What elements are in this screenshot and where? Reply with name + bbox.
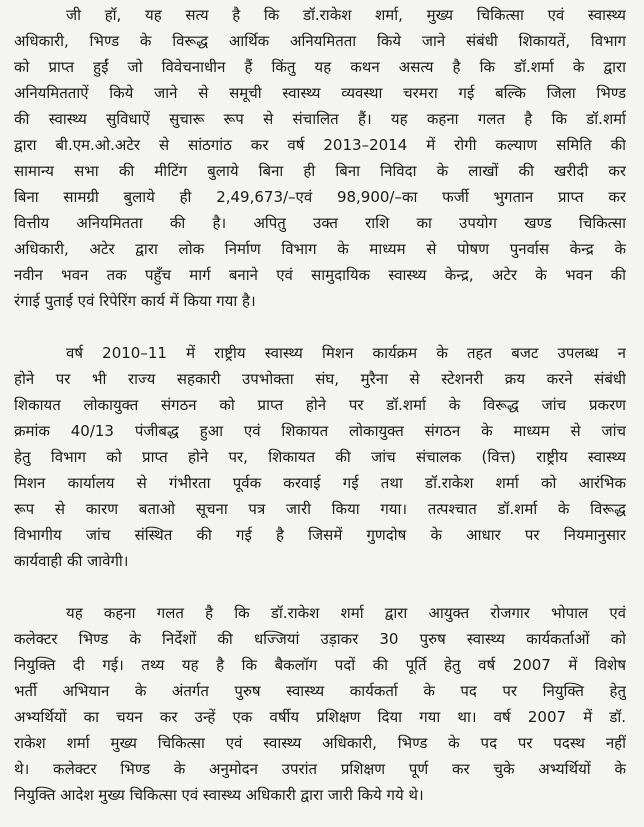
text-line: मिशन कार्यालय से गंभीरता पूर्वक करवाई गई तथा डॉ.राकेश शर्मा को आरंभिक — [14, 474, 626, 492]
text-line: थे। कलेक्टर भिण्ड के अनुमोदन उपरांत प्रशिक्षण पूर्ण कर चुके अभ्यर्थियों के — [14, 760, 626, 778]
text-line: अधिकारी, भिण्ड के विरूद्ध आर्थिक अनियमितता किये जाने संबंधी शिकायतें, विभाग — [14, 32, 626, 50]
text-line: अधिकारी, अटेर द्वारा लोक निर्माण विभाग के माध्यम से पोषण पुनर्वास केन्द्र के — [14, 240, 626, 258]
text-line: हेतु विभाग को प्राप्त होने पर, शिकायत की जांच संचालक (वित्त) राष्ट्रीय स्वास्थ्य — [14, 448, 626, 466]
text-line: भर्ती अभियान के अंतर्गत पुरुष स्वास्थ्य कार्यकर्ता के पद पर नियुक्ति हेतु — [14, 682, 626, 700]
text-line: सामान्य सभा की मीटिंग बुलाये बिना ही बिना निविदा के लाखों की खरीदी कर — [14, 162, 626, 180]
text-line: जी हॉ, यह सत्य है कि डॉ.राकेश शर्मा, मुख्य चिकित्सा एवं स्वास्थ्य — [66, 6, 626, 24]
text-line: कार्यवाही की जावेगी। — [14, 552, 129, 570]
text-line: को प्राप्त हुईं जो विवेचनाधीन हैं किंतु यह कथन असत्य है कि डॉ.शर्मा के द्वारा — [14, 58, 626, 76]
text-line: वर्ष 2010–11 में राष्ट्रीय स्वास्थ्य मिशन कार्यक्रम के तहत बजट उपलब्ध न — [66, 344, 626, 362]
text-line: अभ्यर्थियों का चयन कर उन्हें एक वर्षीय प्रशिक्षण दिया गया था। वर्ष 2007 में डॉ. — [14, 708, 626, 726]
text-line: क्रमांक 40/13 पंजीबद्ध हुआ एवं शिकायत लोकायुक्त संगठन के माध्यम से जांच — [14, 422, 626, 440]
text-line: कलेक्टर भिण्ड के निर्देशों की धज्जियां उड़ाकर 30 पुरुष स्वास्थ्य कार्यकर्ताओं को — [14, 630, 626, 648]
text-line: राकेश शर्मा मुख्य चिकित्सा एवं स्वास्थ्य अधिकारी, भिण्ड के पद पर पदस्थ नहीं — [14, 734, 626, 752]
text-line: विभागीय जांच संस्थित की गई है जिसमें गुणदोष के आधार पर नियमानुसार — [14, 526, 626, 544]
text-line: नियुक्ति दी गई। तथ्य यह है कि बैकलॉग पदों की पूर्ति हेतु वर्ष 2007 में विशेष — [14, 656, 626, 674]
text-line: वित्तीय अनियमितता की है। अपितु उक्त राशि का उपयोग खण्ड चिकित्सा — [14, 214, 626, 232]
text-line: रूप से कारण बताओ सूचना पत्र जारी किया गया। तत्पश्चात डॉ.शर्मा के विरूद्ध — [14, 500, 626, 518]
text-line: यह कहना गलत है कि डॉ.राकेश शर्मा द्वारा आयुक्त रोजगार भोपाल एवं — [66, 604, 626, 622]
text-line: रंगाई पुताई एवं रिपेरिंग कार्य में किया गया है। — [14, 292, 256, 310]
text-line: नवीन भवन तक पहुँच मार्ग बनाने एवं सामुदायिक स्वास्थ्य केन्द्र, अटेर के भवन की — [14, 266, 626, 284]
text-line: नियुक्ति आदेश मुख्य चिकित्सा एवं स्वास्थ्य अधिकारी द्वारा जारी किये गये थे। — [14, 786, 424, 804]
text-line: होने पर भी राज्य सहकारी उपभोक्ता संघ, मुरैना से स्टेशनरी क्रय करने संबंधी — [14, 370, 626, 388]
text-line: द्वारा बी.एम.ओ.अटेर से सांठगांठ कर वर्ष 2013–2014 में रोगी कल्याण समिति की — [14, 136, 626, 154]
text-line: अनियमितताऐं किये जाने से समूची स्वास्थ्य व्यवस्था चरमरा गई बल्कि जिला भिण्ड — [14, 84, 626, 102]
text-line: शिकायत लोकायुक्त संगठन को प्राप्त होने पर डॉ.शर्मा के विरूद्ध जांच प्रकरण — [14, 396, 626, 414]
text-line: बिना सामग्री बुलाये ही 2,49,673/–एवं 98,900/–का फर्जी भुगतान प्राप्त कर — [14, 188, 626, 206]
text-line: की स्वास्थ्य सुविधाऐं सुचारू रूप से संचालित हैं। यह कहना गलत है कि डॉ.शर्मा — [14, 110, 626, 128]
